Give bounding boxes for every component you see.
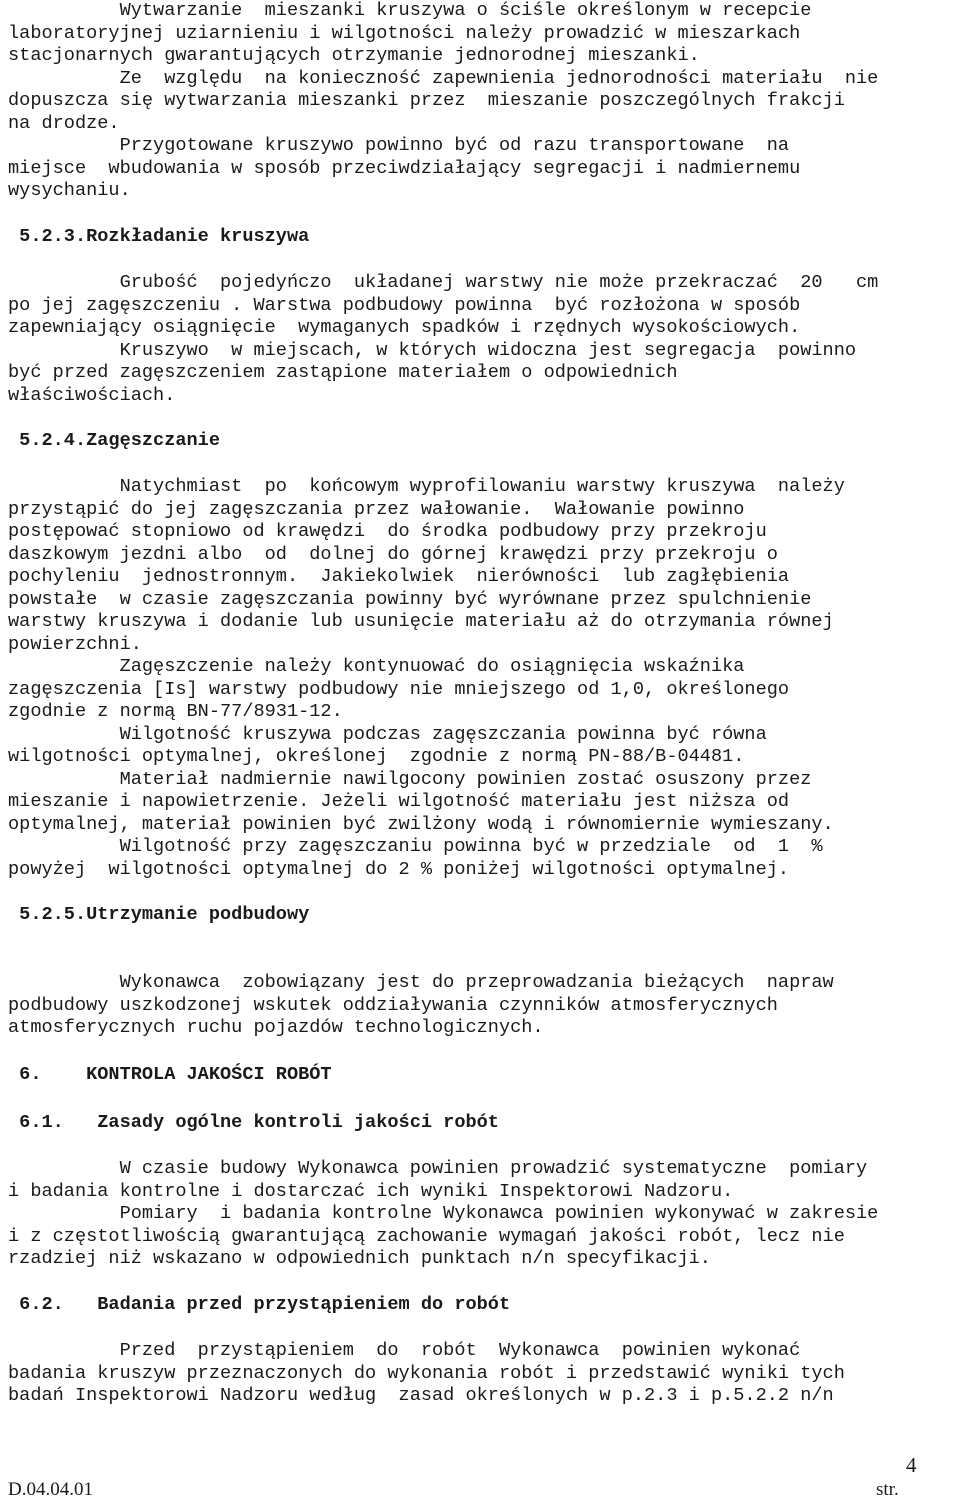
paragraph-pre-work-testing: Przed przystąpieniem do robót Wykonawca powinien wykonać badania kruszyw przeznaczonych do wykonania robót i przedstawić wyniki tych badań Inspektorowi Nadzoru według zasad określonych w p.2.3 i p.5.2.2 n/n [8,1340,845,1406]
heading-6-1: 6.1. Zasady ogólne kontroli jakości robót [8,1112,499,1133]
footer-page-label: str. [876,1479,899,1500]
paragraph-compaction: Natychmiast po końcowym wyprofilowaniu warstwy kruszywa należy przystąpić do jej zagęszczania przez wałowanie. Wałowanie powinno postępować stopniowo od krawędzi do środka podbudowy przy przekroju daszkowym jezdni albo od dolnej do górnej krawędzi przy przekroju o pochyleniu jednostronnym. Jakiekolwiek nierówności lub zagłębienia powstałe w czasie zagęszczania powinny być wyrównane przez spulchnienie warstwy kruszywa i dodanie lub usunięcie materiału aż do otrzymania równej powierzchni. Zagęszczenie należy kontynuować do osiągnięcia wskaźnika zagęszczenia [Is] warstwy podbudowy nie mniejszego od 1,0, określonego zgodnie z normą BN-77/8931-12. Wilgotność kruszywa podczas zagęszczania powinna być równa wilgotności optymalnej, określonej zgodnie z normą PN-88/B-04481. Materiał nadmiernie nawilgocony powinien zostać osuszony przez mieszanie i napowietrzenie. Jeżeli wilgotność materiału jest niższa od optymalnej, materiał powinien być zwilżony wodą i równomiernie wymieszany. Wilgotność przy zagęszczaniu powinna być w przedziale od 1 % powyżej wilgotności optymalnej do 2 % poniżej wilgotności optymalnej. [8,476,845,880]
footer-doc-code: D.04.04.01 [8,1479,93,1500]
paragraph-maintenance: Wykonawca zobowiązany jest do przeprowadzania bieżących napraw podbudowy uszkodzonej wskutek oddziaływania czynników atmosferycznych atmosferycznych ruchu pojazdów technologicznych. [8,972,834,1038]
paragraph-mixing: Wytwarzanie mieszanki kruszywa o ściśle określonym w recepcie laboratoryjnej uziarnieniu i wilgotności należy prowadzić w mieszarkach stacjonarnych gwarantujących otrzymanie jednorodnej mieszanki. Ze względu na konieczność zapewnienia jednorodności materiału nie dopuszcza się wytwarzania mieszanki przez mieszanie poszczególnych frakcji na drodze. Przygotowane kruszywo powinno być od razu transportowane na miejsce wbudowania w sposób przeciwdziałający segregacji i nadmiernemu wysychaniu. [8,0,879,201]
paragraph-spreading: Grubość pojedyńczo układanej warstwy nie może przekraczać 20 cm po jej zagęszczeniu . Warstwa podbudowy powinna być rozłożona w sposób zapewniający osiągnięcie wymaganych spadków i rzędnych wysokościowych. Kruszywo w miejscach, w których widoczna jest segregacja powinno być przed zagęszczeniem zastąpione materiałem o odpowiednich właściwościach. [8,272,879,406]
heading-6-2: 6.2. Badania przed przystąpieniem do robót [8,1294,511,1315]
paragraph-general-control: W czasie budowy Wykonawca powinien prowadzić systematyczne pomiary i badania kontrolne i dostarczać ich wyniki Inspektorowi Nadzoru. Pomiary i badania kontrolne Wykonawca powinien wykonywać w zakresie i z częstotliwością gwarantującą zachowanie wymagań jakości robót, lecz nie rzadziej niż wskazano w odpowiednich punktach n/n specyfikacji. [8,1158,879,1269]
footer-page-number: 4 [906,1453,917,1477]
heading-5-2-3: 5.2.3.Rozkładanie kruszywa [8,226,310,247]
heading-6: 6. KONTROLA JAKOŚCI ROBÓT [8,1064,332,1085]
heading-5-2-5: 5.2.5.Utrzymanie podbudowy [8,904,310,925]
heading-5-2-4: 5.2.4.Zagęszczanie [8,430,221,451]
